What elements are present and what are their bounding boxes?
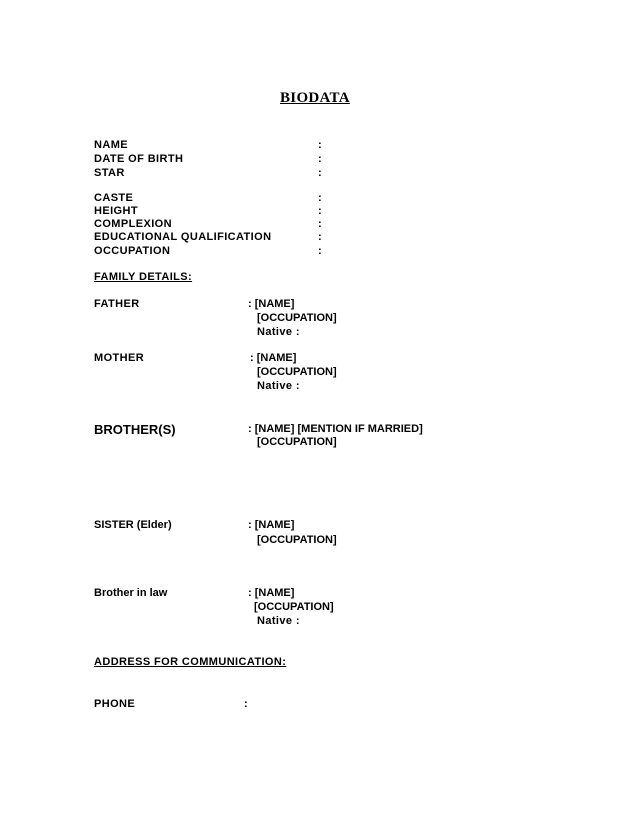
family-details-heading: FAMILY DETAILS:: [94, 271, 193, 283]
phone-colon: :: [244, 698, 248, 710]
star-label: STAR: [94, 167, 125, 179]
mother-name: : [NAME]: [250, 352, 297, 364]
phone-label: PHONE: [94, 698, 136, 710]
caste-label: CASTE: [94, 192, 134, 204]
occupation-colon: :: [318, 245, 322, 257]
education-colon: :: [318, 231, 322, 243]
brothers-occupation: [OCCUPATION]: [257, 436, 337, 448]
brother-in-law-name: : [NAME]: [248, 587, 295, 599]
sister-occupation: [OCCUPATION]: [257, 534, 337, 546]
height-label: HEIGHT: [94, 205, 138, 217]
education-label: EDUCATIONAL QUALIFICATION: [94, 231, 272, 243]
dob-colon: :: [318, 153, 322, 165]
sister-label: SISTER (Elder): [94, 519, 172, 531]
star-colon: :: [318, 167, 322, 179]
father-label: FATHER: [94, 298, 140, 310]
father-native: Native :: [257, 326, 300, 338]
mother-occupation: [OCCUPATION]: [257, 366, 337, 378]
address-heading: ADDRESS FOR COMMUNICATION:: [94, 656, 287, 668]
brothers-label: BROTHER(S): [94, 422, 176, 437]
occupation-label: OCCUPATION: [94, 245, 171, 257]
sister-name: : [NAME]: [248, 519, 295, 531]
name-label: NAME: [94, 139, 128, 151]
dob-label: DATE OF BIRTH: [94, 153, 184, 165]
father-name: : [NAME]: [248, 298, 295, 310]
brother-in-law-native: Native :: [257, 615, 300, 627]
brothers-name: : [NAME] [MENTION IF MARRIED]: [248, 423, 423, 435]
brother-in-law-occupation: [OCCUPATION]: [254, 601, 334, 613]
document-title: BIODATA: [280, 90, 350, 106]
caste-colon: :: [318, 192, 322, 204]
complexion-colon: :: [318, 218, 322, 230]
mother-label: MOTHER: [94, 352, 145, 364]
name-colon: :: [318, 139, 322, 151]
father-occupation: [OCCUPATION]: [257, 312, 337, 324]
complexion-label: COMPLEXION: [94, 218, 172, 230]
mother-native: Native :: [257, 380, 300, 392]
height-colon: :: [318, 205, 322, 217]
brother-in-law-label: Brother in law: [94, 587, 168, 599]
